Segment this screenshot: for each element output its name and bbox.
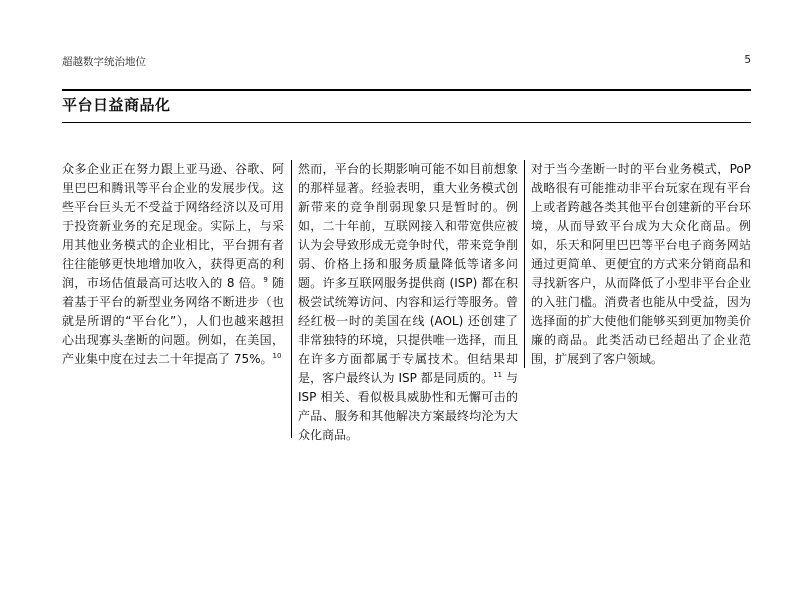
section-title: 平台日益商品化 [62, 96, 171, 114]
footnote-ref-9: 9 [263, 276, 268, 284]
page-number: 5 [744, 54, 751, 66]
body-text: 与 ISP 相关、看似极具威胁性和无懈可击的产品、服务和其他解决方案最终均沦为大众化商品。 [298, 371, 518, 442]
footnote-ref-10: 10 [272, 352, 282, 360]
body-text: 随着基于平台的新型业务网络不断进步（也就是所谓的“平台化”），人们也越来越担心出现寡头垄断的问题。例如，在美国，产业集中度在过去二十年提高了 75%。 [62, 276, 285, 366]
body-text: 众多企业正在努力跟上亚马逊、谷歌、阿里巴巴和腾讯等平台企业的发展步伐。这些平台巨头无不受益于网络经济以及可用于投资新业务的充足现金。实际上，与采用其他业务模式的企业相比，平台拥有者往往能够更快地增加收入，获得更高的利润，市场估值最高可达收入的 8 倍。 [62, 162, 284, 290]
footnote-ref-11: 11 [493, 371, 503, 379]
column-divider [291, 160, 292, 438]
body-column-2 [298, 160, 518, 445]
header-rule [62, 89, 751, 91]
column-divider [524, 160, 525, 368]
body-text: 然而，平台的长期影响可能不如目前想象的那样显著。经验表明，重大业务模式创新带来的竞争削弱现象只是暂时的。例如，二十年前，互联网接入和带宽供应被认为会导致形成无竞争时代，带来竞争削弱、价格上扬和服务质量降低等诸多问题。许多互联网服务提供商 (ISP) 都在积极尝试统筹访问、内容和运行等服务。曾经红极一时的美国在线 (AOL) 还创建了非常独特的环境，只提供唯一选择，而且在许多方面都属于专属技术。但结果却是，客户最终认为 ISP 都是同质的。 [298, 162, 518, 385]
body-text: 对于当今垄断一时的平台业务模式，PoP 战略很有可能推动非平台玩家在现有平台上或者跨越各类其他平台创建新的平台环境，从而导致平台成为大众化商品。例如，乐天和阿里巴巴等平台电子商务网站通过更简单、更便宜的方式来分销商品和寻找新客户，从而降低了小型非平台企业的入驻门槛。消费者也能从中受益，因为选择面的扩大使他们能够买到更加物美价廉的商品。此类活动已经超出了企业范围，扩展到了客户领域。 [531, 162, 751, 366]
body-column-1 [62, 160, 284, 369]
body-column-3 [531, 160, 751, 369]
running-head: 超越数字统治地位 [62, 56, 146, 68]
title-rule [62, 122, 751, 123]
